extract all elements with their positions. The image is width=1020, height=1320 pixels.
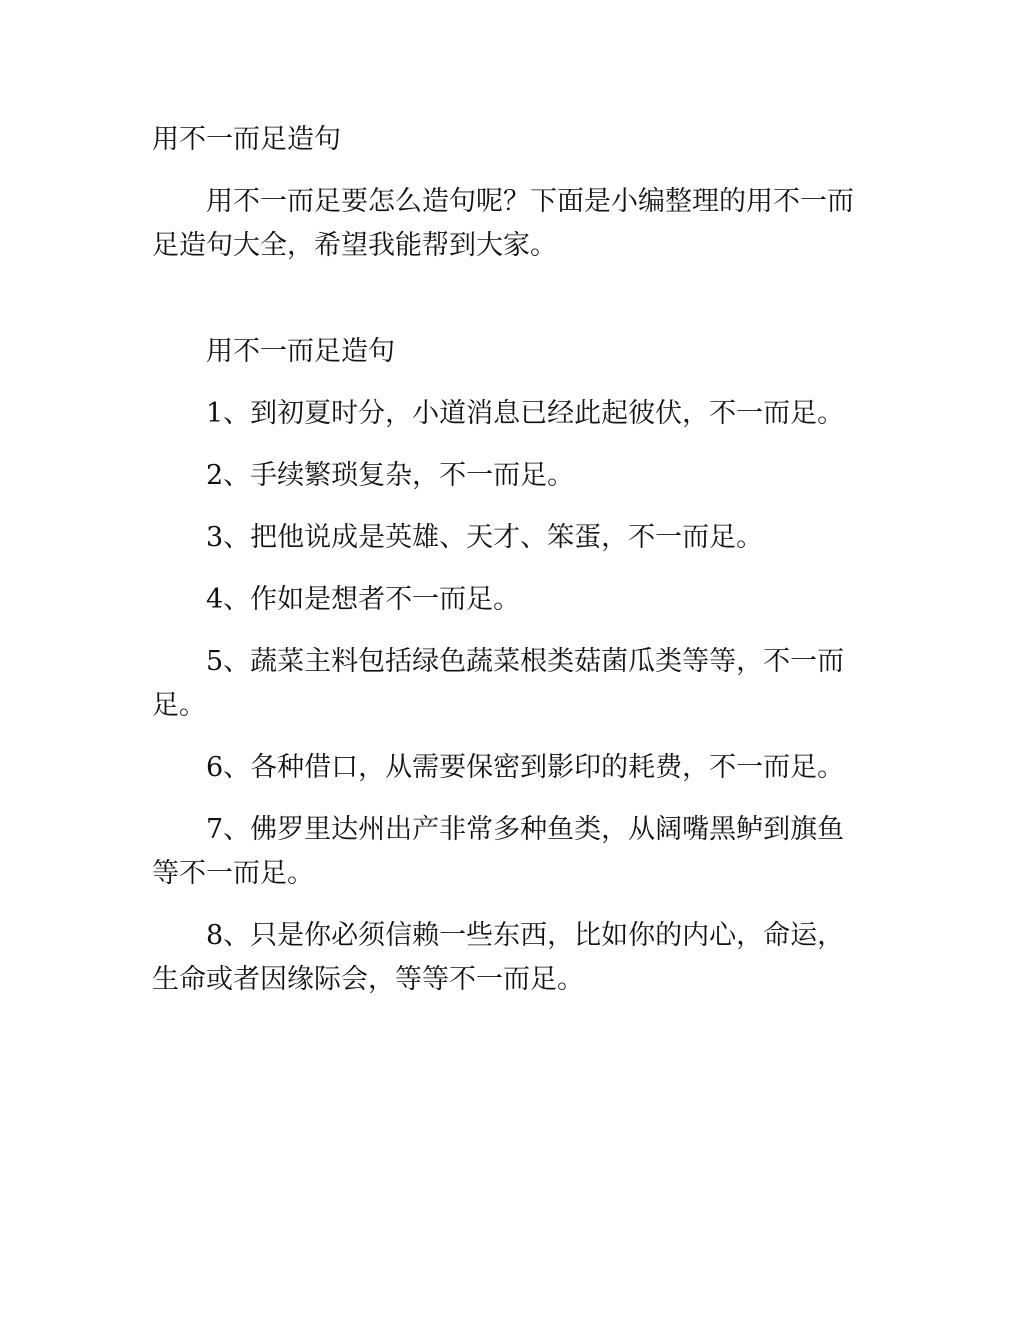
sentence-item: 3、把他说成是英雄、天才、笨蛋，不一而足。 xyxy=(206,522,764,553)
sentence-item: 5、蔬菜主料包括绿色蔬菜根类菇菌瓜类等等，不一而足。 xyxy=(152,646,845,721)
sentence-item: 2、手续繁琐复杂，不一而足。 xyxy=(206,460,575,491)
section-heading: 用不一而足造句 xyxy=(206,336,395,367)
sentence-item: 7、佛罗里达州出产非常多种鱼类，从阔嘴黑鲈到旗鱼等不一而足。 xyxy=(152,814,845,889)
blank-line xyxy=(152,286,858,330)
document-title: 用不一而足造句 xyxy=(152,124,341,155)
sentence-item: 6、各种借口，从需要保密到影印的耗费，不一而足。 xyxy=(206,752,845,783)
document-body xyxy=(152,118,858,1020)
intro-paragraph: 用不一而足要怎么造句呢？下面是小编整理的用不一而足造句大全，希望我能帮到大家。 xyxy=(152,186,854,261)
sentence-item: 4、作如是想者不一而足。 xyxy=(206,584,521,615)
sentence-item: 1、到初夏时分，小道消息已经此起彼伏，不一而足。 xyxy=(206,398,845,429)
sentence-item: 8、只是你必须信赖一些东西，比如你的内心，命运，生命或者因缘际会，等等不一而足。 xyxy=(152,920,845,995)
